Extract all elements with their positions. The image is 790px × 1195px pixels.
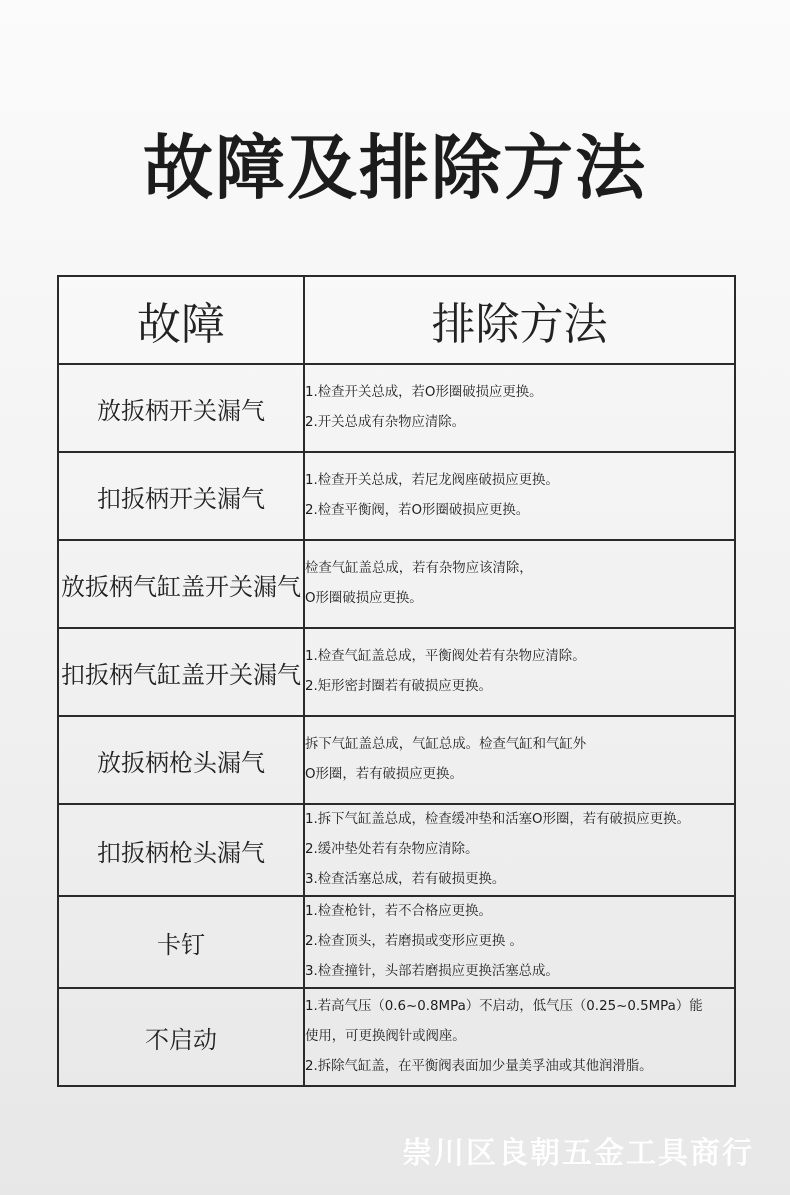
method-line: 1.检查开关总成，若尼龙阀座破损应更换。 (305, 473, 559, 488)
table-row (58, 540, 735, 628)
method-cell (304, 896, 735, 988)
fault-table (57, 275, 736, 1087)
header-fault: 故障 (58, 276, 304, 364)
method-line: 2.开关总成有杂物应清除。 (305, 415, 466, 430)
method-cell (304, 988, 735, 1086)
method-cell (304, 364, 735, 452)
method-line: 1.检查开关总成，若O形圈破损应更换。 (305, 385, 543, 400)
watermark: 崇川区良朝五金工具商行 (402, 1136, 754, 1171)
table-row (58, 628, 735, 716)
method-line: 2.拆除气缸盖，在平衡阀表面加少量美孚油或其他润滑脂。 (305, 1059, 653, 1074)
method-cell (304, 716, 735, 804)
method-cell (304, 452, 735, 540)
method-cell (304, 628, 735, 716)
method-line: 1.若高气压（0.6~0.8MPa）不启动，低气压（0.25~0.5MPa）能 (305, 999, 703, 1014)
method-line: O形圈，若有破损应更换。 (305, 767, 463, 782)
fault-cell: 放扳柄气缸盖开关漏气 (58, 540, 304, 628)
method-line: 3.检查活塞总成，若有破损更换。 (305, 872, 506, 887)
fault-cell: 放扳柄开关漏气 (58, 364, 304, 452)
method-line: 2.缓冲垫处若有杂物应清除。 (305, 842, 479, 857)
header-method: 排除方法 (304, 276, 735, 364)
page-title: 故障及排除方法 (143, 127, 647, 209)
table-header-row (58, 276, 735, 364)
table-row (58, 364, 735, 452)
table-row (58, 716, 735, 804)
table-row (58, 988, 735, 1086)
method-line: 2.检查顶头，若磨损或变形应更换 。 (305, 934, 523, 949)
table-row (58, 804, 735, 896)
table-row (58, 452, 735, 540)
method-line: 拆下气缸盖总成，气缸总成。检查气缸和气缸外 (305, 737, 587, 752)
table-row (58, 896, 735, 988)
method-line: 2.检查平衡阀，若O形圈破损应更换。 (305, 503, 530, 518)
method-line: 1.检查气缸盖总成，平衡阀处若有杂物应清除。 (305, 649, 586, 664)
method-cell (304, 540, 735, 628)
fault-cell: 扣扳柄开关漏气 (58, 452, 304, 540)
method-line: 1.检查枪针，若不合格应更换。 (305, 904, 492, 919)
method-line: 使用，可更换阀针或阀座。 (305, 1029, 466, 1044)
method-line: 1.拆下气缸盖总成，检查缓冲垫和活塞O形圈，若有破损应更换。 (305, 812, 690, 827)
fault-cell: 不启动 (58, 988, 304, 1086)
method-cell (304, 804, 735, 896)
fault-cell: 卡钉 (58, 896, 304, 988)
method-line: 3.检查撞针，头部若磨损应更换活塞总成。 (305, 964, 559, 979)
fault-cell: 放扳柄枪头漏气 (58, 716, 304, 804)
method-line: 检查气缸盖总成，若有杂物应该清除， (305, 561, 533, 576)
fault-cell: 扣扳柄枪头漏气 (58, 804, 304, 896)
fault-cell: 扣扳柄气缸盖开关漏气 (58, 628, 304, 716)
method-line: O形圈破损应更换。 (305, 591, 423, 606)
method-line: 2.矩形密封圈若有破损应更换。 (305, 679, 492, 694)
